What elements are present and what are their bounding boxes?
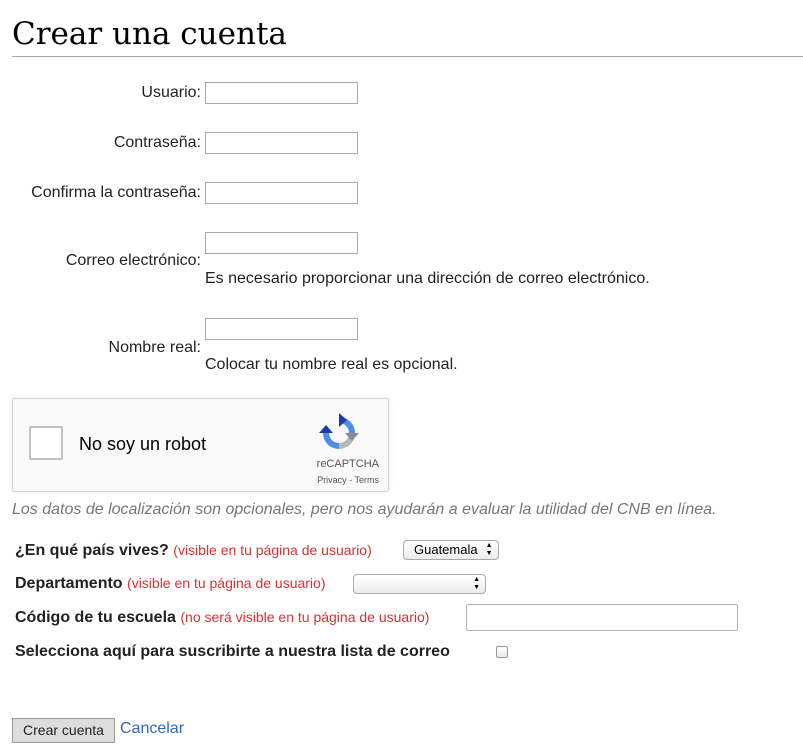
cancel-link[interactable]: Cancelar [120, 720, 185, 737]
department-visibility-note: (visible en tu página de usuario) [127, 575, 326, 591]
mailing-list-label: Selecciona aquí para suscribirte a nuestra lista de correo [15, 643, 450, 660]
school-code-row [15, 607, 429, 628]
country-label: ¿En qué país vives? [15, 542, 169, 559]
country-select-value: Guatemala [414, 542, 478, 557]
recaptcha-label: No soy un robot [79, 434, 207, 454]
email-label: Correo electrónico: [65, 252, 201, 269]
username-input[interactable] [205, 82, 358, 104]
title-divider [12, 56, 803, 57]
recaptcha-checkbox[interactable] [29, 426, 63, 460]
department-label: Departamento [15, 575, 123, 592]
recaptcha-privacy-link[interactable]: Privacy [317, 475, 347, 485]
department-row [15, 573, 326, 594]
school-code-input[interactable] [466, 604, 738, 631]
recaptcha-logo-icon [319, 413, 359, 453]
email-input[interactable] [205, 232, 358, 254]
recaptcha-brand: reCAPTCHA [316, 458, 379, 470]
password-label: Contraseña: [113, 134, 201, 151]
country-row [15, 540, 372, 561]
email-help-text: Es necesario proporcionar una dirección de correo electrónico. [205, 270, 650, 287]
school-code-visibility-note: (no será visible en tu página de usuario) [180, 609, 430, 625]
school-code-label: Código de tu escuela [15, 609, 176, 626]
department-select[interactable] [353, 574, 486, 594]
select-arrows-icon: ▲ ▼ [473, 576, 480, 591]
real-name-label: Nombre real: [108, 339, 201, 356]
page-title: Crear una cuenta [12, 16, 287, 52]
password-confirm-label: Confirma la contraseña: [31, 184, 201, 201]
password-input[interactable] [205, 132, 358, 154]
select-arrows-icon: ▲ ▼ [485, 542, 493, 557]
password-confirm-input[interactable] [205, 182, 358, 204]
country-select[interactable] [403, 540, 499, 560]
real-name-help-text: Colocar tu nombre real es opcional. [205, 356, 458, 373]
create-account-button[interactable]: Crear cuenta [12, 718, 115, 743]
location-note: Los datos de localización son opcionales, pero nos ayudarán a evaluar la utilidad del CNB en línea. [12, 501, 717, 518]
recaptcha-terms-link[interactable]: Terms [354, 475, 379, 485]
country-visibility-note: (visible en tu página de usuario) [173, 542, 372, 558]
real-name-input[interactable] [205, 318, 358, 340]
recaptcha-links [13, 475, 379, 486]
mailing-list-checkbox[interactable] [496, 646, 508, 658]
recaptcha-links-separator: - [346, 475, 355, 485]
username-label: Usuario: [141, 84, 201, 101]
mailing-list-row [15, 642, 450, 662]
recaptcha-widget [12, 398, 389, 492]
